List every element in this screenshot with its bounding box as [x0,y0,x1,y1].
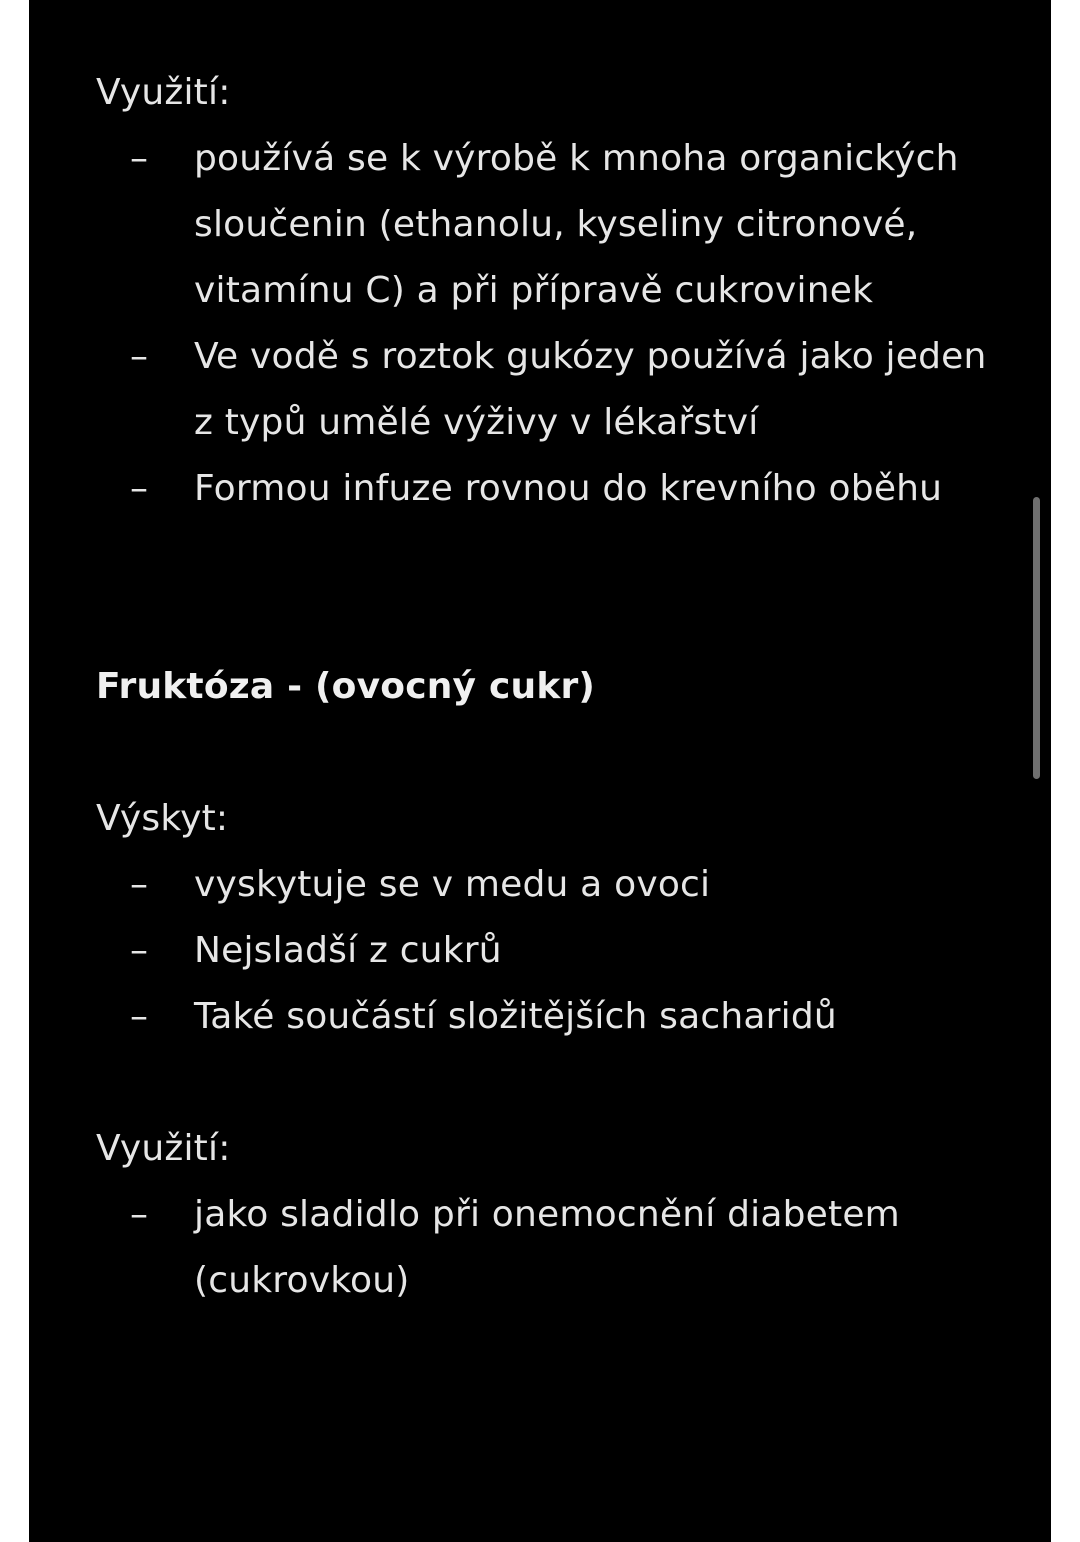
list-item [96,918,996,984]
glucose-use-list [96,126,996,522]
fructose-occurrence-list [96,852,996,1050]
fructose-occurrence-label: Výskyt: [96,798,229,839]
glucose-use-label: Využití: [96,72,231,113]
dash-bullet-icon: – [130,468,149,509]
list-item [96,126,996,324]
list-item-text: vyskytuje se v medu a ovoci [194,864,711,905]
list-item-text: Ve vodě s roztok gukózy používá jako jeden z typů umělé výživy v lékařství [194,336,987,443]
fructose-use-label: Využití: [96,1128,231,1169]
list-item [96,324,996,456]
section-spacer [96,1050,996,1116]
fructose-use-list [96,1182,996,1314]
vertical-scrollbar[interactable] [1033,497,1040,779]
list-item-text: používá se k výrobě k mnoha organických sloučenin (ethanolu, kyseliny citronové, vitamínu C) a při přípravě cukrovinek [194,138,959,311]
list-item-text: Také součástí složitějších sacharidů [194,996,837,1037]
dash-bullet-icon: – [130,336,149,377]
list-item [96,984,996,1050]
fructose-heading: Fruktóza - (ovocný cukr) [96,666,596,707]
list-item [96,1182,996,1314]
dash-bullet-icon: – [130,930,149,971]
dash-bullet-icon: – [130,1194,149,1235]
dash-bullet-icon: – [130,864,149,905]
list-item [96,456,996,522]
section-spacer [96,720,996,786]
dash-bullet-icon: – [130,996,149,1037]
section-spacer [96,522,996,654]
dash-bullet-icon: – [130,138,149,179]
list-item-text: jako sladidlo při onemocnění diabetem (cukrovkou) [194,1194,900,1301]
list-item-text: Formou infuze rovnou do krevního oběhu [194,468,943,509]
list-item-text: Nejsladší z cukrů [194,930,502,971]
note-content [96,60,996,1314]
note-page[interactable] [29,0,1051,1542]
list-item [96,852,996,918]
